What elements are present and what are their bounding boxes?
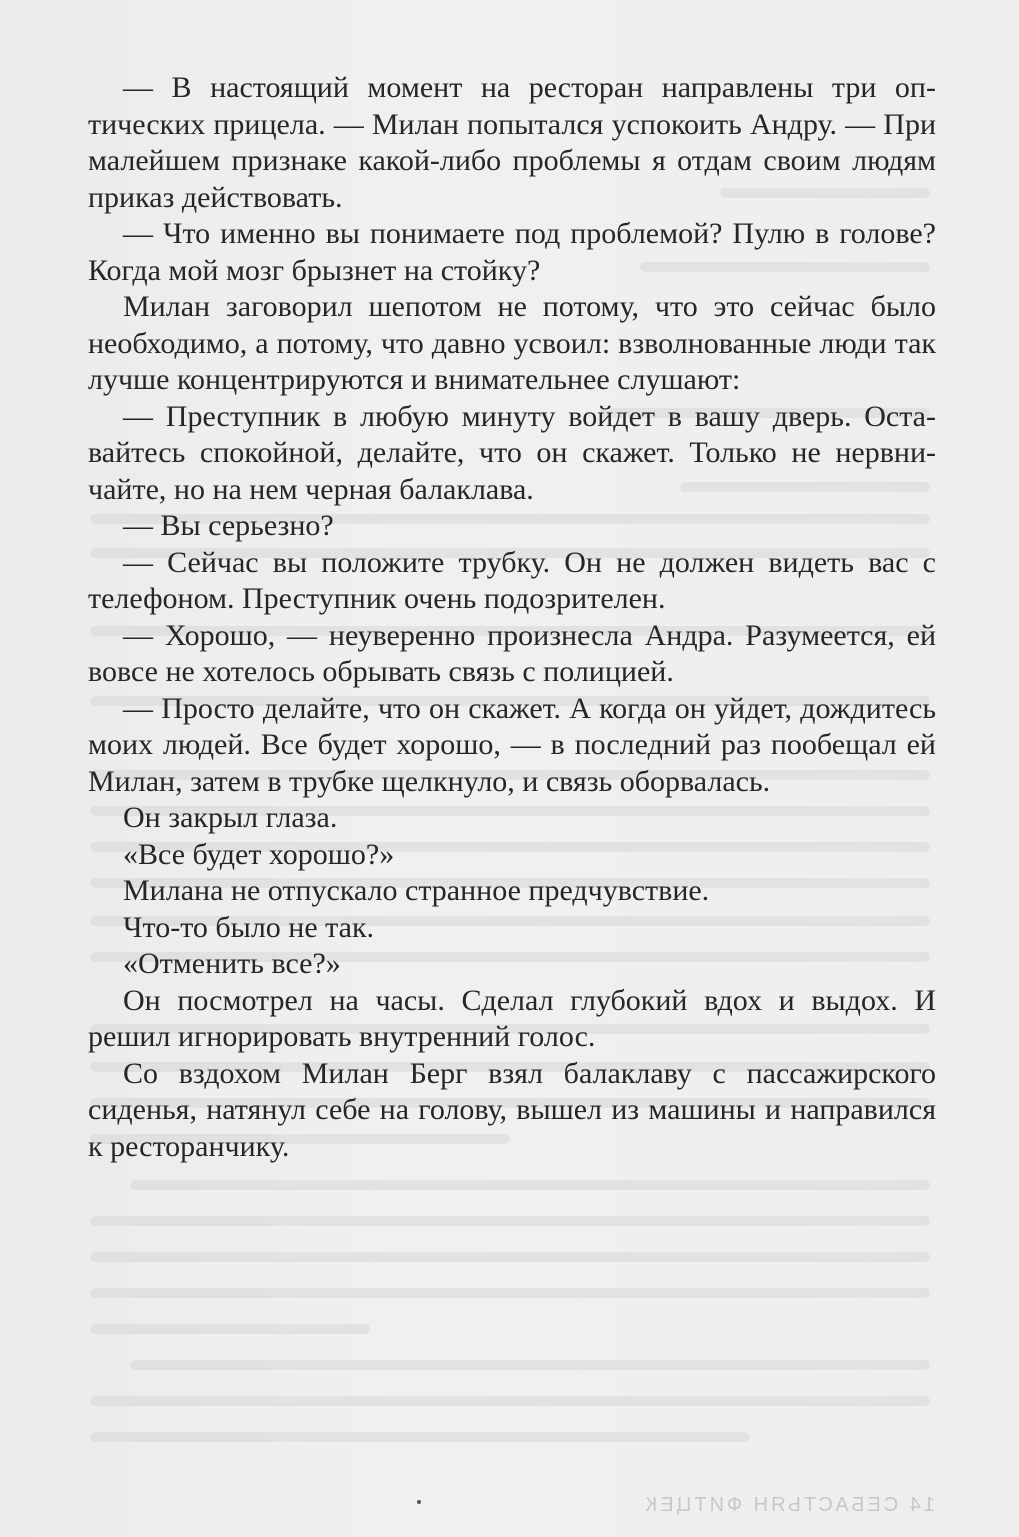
paragraph-14: Он посмотрел на часы. Сделал глубокий вдох и выдох. И решил игнорировать внутренний голос. — [88, 983, 936, 1053]
paragraph-12: Что-то было не так. — [123, 910, 375, 944]
paragraph-13: «Отменить все?» — [123, 947, 341, 980]
paragraph-3: Милан заговорил шепотом не потому, что это сейчас было необходимо, а потому, что давно усвоил: взволнованные люди так лучше концентрируются и внимательнее слушают: — [88, 290, 936, 396]
paragraph-7: — Хорошо, — неуверенно произнесла Андра. Разумеется, ей вовсе не хотелось обрывать связь с полицией. — [88, 618, 936, 688]
paragraph-4: — Преступник в любую минуту войдет в вашу дверь. Оставайтесь спокойной, делайте, что он скажет. Только не нервничайте, но на нем черная балаклава. — [88, 399, 936, 506]
ink-dot — [417, 1500, 421, 1504]
paragraph-5: — Вы серьезно? — [123, 509, 334, 542]
paragraph-6: — Сейчас вы положите трубку. Он не должен видеть вас с телефоном. Преступник очень подозрителен. — [88, 545, 936, 615]
footer-show-through: 14 СЕБАСТЬЯН ФИТЦЕК — [642, 1494, 935, 1516]
paragraph-2: — Что именно вы понимаете под проблемой? Пулю в голове? Когда мой мозг брызнет на стойку? — [88, 217, 936, 287]
paragraph-10: «Все будет хорошо?» — [123, 837, 395, 871]
paragraph-15: Со вздохом Милан Берг взял балаклаву с пассажирского сиденья, натянул себе на голову, вышел из машины и направился к ресторанчику. — [88, 1056, 936, 1163]
paragraph-9: Он закрыл глаза. — [123, 801, 338, 834]
paragraph-8: — Просто делайте, что он скажет. А когда он уйдет, дождитесь моих людей. Все будет хорошо, — в последний раз пообещал ей Милан, затем в трубке щелкнуло, и связь оборвалась. — [88, 691, 936, 798]
body-text — [88, 70, 936, 1165]
paragraph-11: Милана не отпускало странное предчувствие. — [123, 874, 710, 907]
paragraph-1: — В настоящий момент на ресторан направлены три оптических прицела. — Милан попытался успокоить Андру. — При малейшем признаке какой-либо проблемы я отдам своим людям приказ действовать. — [88, 71, 936, 214]
